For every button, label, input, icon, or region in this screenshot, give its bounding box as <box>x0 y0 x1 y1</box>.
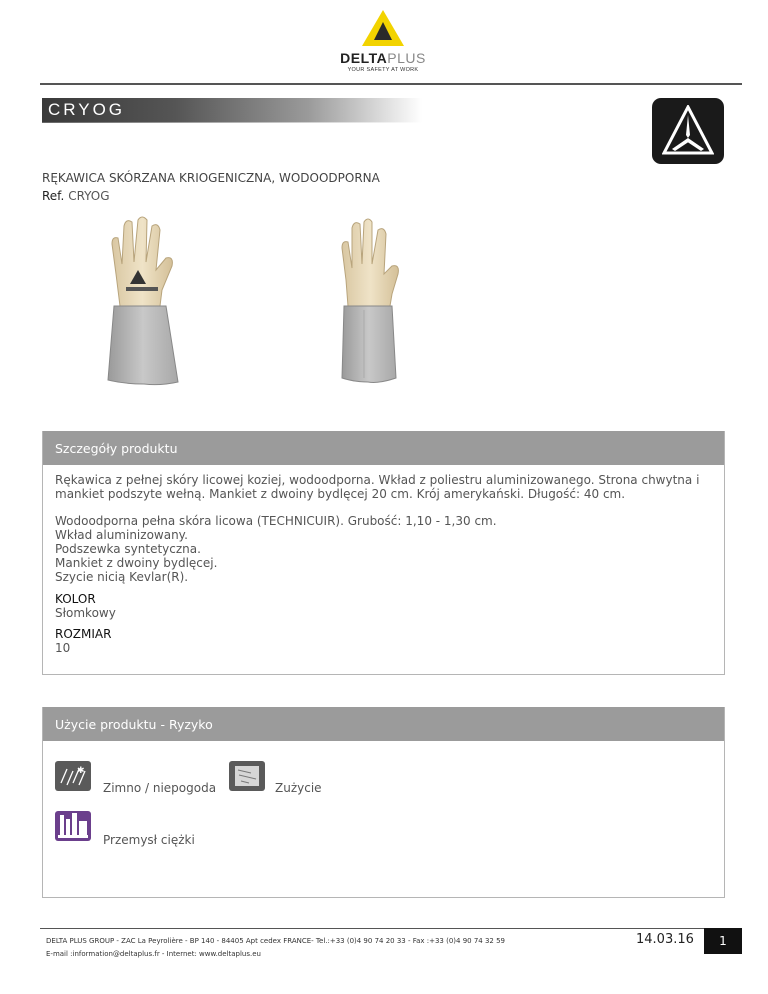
header-divider <box>40 83 742 85</box>
product-usage-panel <box>42 707 725 898</box>
logo-tagline: YOUR SAFETY AT WORK <box>347 67 419 73</box>
feature-item: Mankiet z dwoiny bydlęcej. <box>55 556 218 570</box>
product-title: CRYOG <box>48 100 126 119</box>
glove-back-image <box>334 214 410 386</box>
footer-contact: E-mail :information@deltaplus.fr - Internet: www.deltaplus.eu <box>46 950 261 958</box>
size-info <box>55 627 111 655</box>
usage-item-label: Zimno / niepogoda <box>103 781 217 795</box>
size-value: 10 <box>55 641 71 655</box>
svg-text:✱: ✱ <box>77 766 85 776</box>
feature-item: Wkład aluminizowany. <box>55 528 188 542</box>
page-number: 1 <box>704 928 742 954</box>
delta-badge-icon <box>662 105 714 157</box>
usage-heading: Użycie produktu - Ryzyko <box>43 707 724 741</box>
details-features-list <box>55 514 497 584</box>
ref-value: CRYOG <box>68 189 110 203</box>
footer-date: 14.03.16 <box>636 932 694 947</box>
footer-address: DELTA PLUS GROUP - ZAC La Peyrolière - BP 140 - 84405 Apt cedex FRANCE- Tel.:+33 (0)4 90 74 20 33 - Fax :+33 (0)4 90 74 32 59 <box>46 937 506 945</box>
details-description: Rękawica z pełnej skóry licowej koziej, wodoodporna. Wkład z poliestru aluminizowanego. Strona chwytna i mankiet podszyte wełną. Mankiet z dwoiny bydlęcej 20 cm. Krój amerykański. Długość: 40 cm. <box>55 473 700 501</box>
footer-divider <box>40 928 742 929</box>
ref-label: Ref. <box>42 189 65 203</box>
delta-logo-icon <box>362 10 404 46</box>
usage-item-label: Zużycie <box>275 781 322 795</box>
product-name: RĘKAWICA SKÓRZANA KRIOGENICZNA, WODOODPORNA <box>42 171 380 185</box>
color-value: Słomkowy <box>55 606 116 620</box>
feature-item: Szycie nicią Kevlar(R). <box>55 570 189 584</box>
color-label: KOLOR <box>55 592 96 606</box>
size-label: ROZMIAR <box>55 627 112 641</box>
product-details-panel <box>42 431 725 675</box>
cold-weather-icon <box>55 761 91 791</box>
usage-item-label: Przemysł ciężki <box>103 833 195 847</box>
delta-plus-logo <box>318 10 448 72</box>
heavy-industry-icon <box>55 811 91 841</box>
details-heading: Szczegóły produktu <box>43 431 724 465</box>
delta-badge <box>652 98 724 164</box>
color-info <box>55 592 116 620</box>
glove-front-image <box>100 214 186 386</box>
wear-icon <box>229 761 265 791</box>
feature-item: Wodoodporna pełna skóra licowa (TECHNICUIR). Grubość: 1,10 - 1,30 cm. <box>55 514 497 528</box>
title-underline <box>42 122 422 123</box>
product-ref <box>42 189 110 203</box>
feature-item: Podszewka syntetyczna. <box>55 542 201 556</box>
logo-brand: DELTAPLUS <box>340 50 426 66</box>
